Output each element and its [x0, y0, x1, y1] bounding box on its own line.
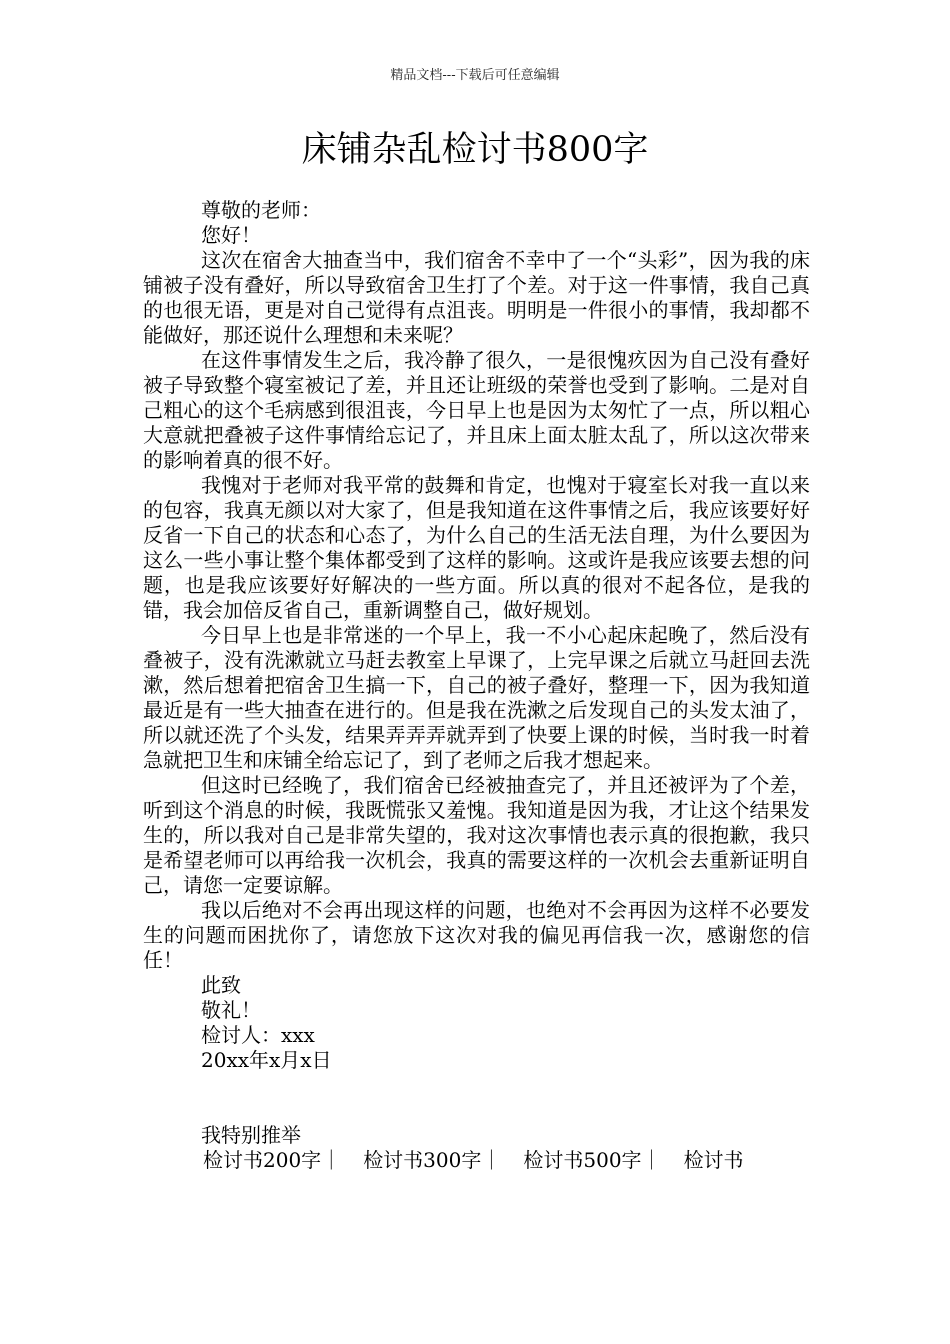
related-link-300[interactable]: 检讨书300字 [363, 1148, 482, 1172]
closing-line-2: 敬礼！ [201, 998, 261, 1022]
paragraph: 今日早上也是非常迷的一个早上，我一不小心起床起晚了，然后没有叠被子，没有洗漱就立马赶去教室上早课了，上完早课之后就立马赶回去洗漱，然后想着把宿舍卫生搞一下，自己的被子叠好，整理一下，因为我知道最近是有一些大抽查在进行的。但是我在洗漱之后发现自己的头发太油了，所以就还洗了个头发，结果弄弄弄就弄到了快要上课的时候，当时我一时着急就把卫生和床铺全给忘记了，到了老师之后我才想起来。 [143, 623, 810, 772]
hello-line: 您好！ [201, 223, 261, 247]
paragraph: 这次在宿舍大抽查当中，我们宿舍不幸中了一个“头彩”，因为我的床铺被子没有叠好，所以导致宿舍卫生打了个差。对于这一件事情，我自己真的也很无语，更是对自己觉得有点沮丧。明明是一件很小的事情，我却都不能做好，那还说什么理想和未来呢？ [143, 248, 810, 347]
paragraph: 但这时已经晚了，我们宿舍已经被抽查完了，并且还被评为了个差，听到这个消息的时候，我既慌张又羞愧。我知道是因为我，才让这个结果发生的，所以我对自己是非常失望的，我对这次事情也表示真的很抱歉，我只是希望老师可以再给我一次机会，我真的需要这样的一次机会去重新证明自己，请您一定要谅解。 [143, 773, 810, 897]
paragraph: 我以后绝对不会再出现这样的问题，也绝对不会再因为这样不必要发生的问题而困扰你了，请您放下这次对我的偏见再信我一次，感谢您的信任！ [143, 898, 810, 972]
spacer [143, 1073, 810, 1123]
related-links [143, 1148, 810, 1173]
date: 20xx年x月x日 [201, 1048, 332, 1072]
closing-line-1: 此致 [201, 973, 241, 997]
signer: 检讨人：xxx [201, 1023, 315, 1047]
related-link-more[interactable]: 检讨书 [683, 1148, 744, 1172]
header-note: 精品文档---下载后可任意编辑 [390, 68, 560, 83]
link-separator: ｜ [481, 1148, 502, 1172]
link-separator: ｜ [321, 1148, 342, 1172]
document-body [143, 198, 810, 1173]
related-link-200[interactable]: 检讨书200字 [203, 1148, 322, 1172]
paragraph: 在这件事情发生之后，我冷静了很久，一是很愧疚因为自己没有叠好被子导致整个寝室被记了差，并且还让班级的荣誉也受到了影响。二是对自己粗心的这个毛病感到很沮丧，今日早上也是因为太匆忙了一点，所以粗心大意就把叠被子这件事情给忘记了，并且床上面太脏太乱了，所以这次带来的影响着真的很不好。 [143, 348, 810, 472]
recommend-label: 我特别推举 [201, 1123, 301, 1147]
link-separator: ｜ [641, 1148, 662, 1172]
document-title: 床铺杂乱检讨书800字 [301, 130, 649, 170]
paragraph: 我愧对于老师对我平常的鼓舞和肯定，也愧对于寝室长对我一直以来的包容，我真无颜以对大家了，但是我知道在这件事情之后，我应该要好好反省一下自己的状态和心态了，为什么自己的生活无法自理，为什么要因为这么一些小事让整个集体都受到了这样的影响。这或许是我应该要去想的问题，也是我应该要好好解决的一些方面。所以真的很对不起各位，是我的错，我会加倍反省自己，重新调整自己，做好规划。 [143, 473, 810, 622]
greeting: 尊敬的老师： [201, 198, 321, 222]
related-link-500[interactable]: 检讨书500字 [523, 1148, 642, 1172]
